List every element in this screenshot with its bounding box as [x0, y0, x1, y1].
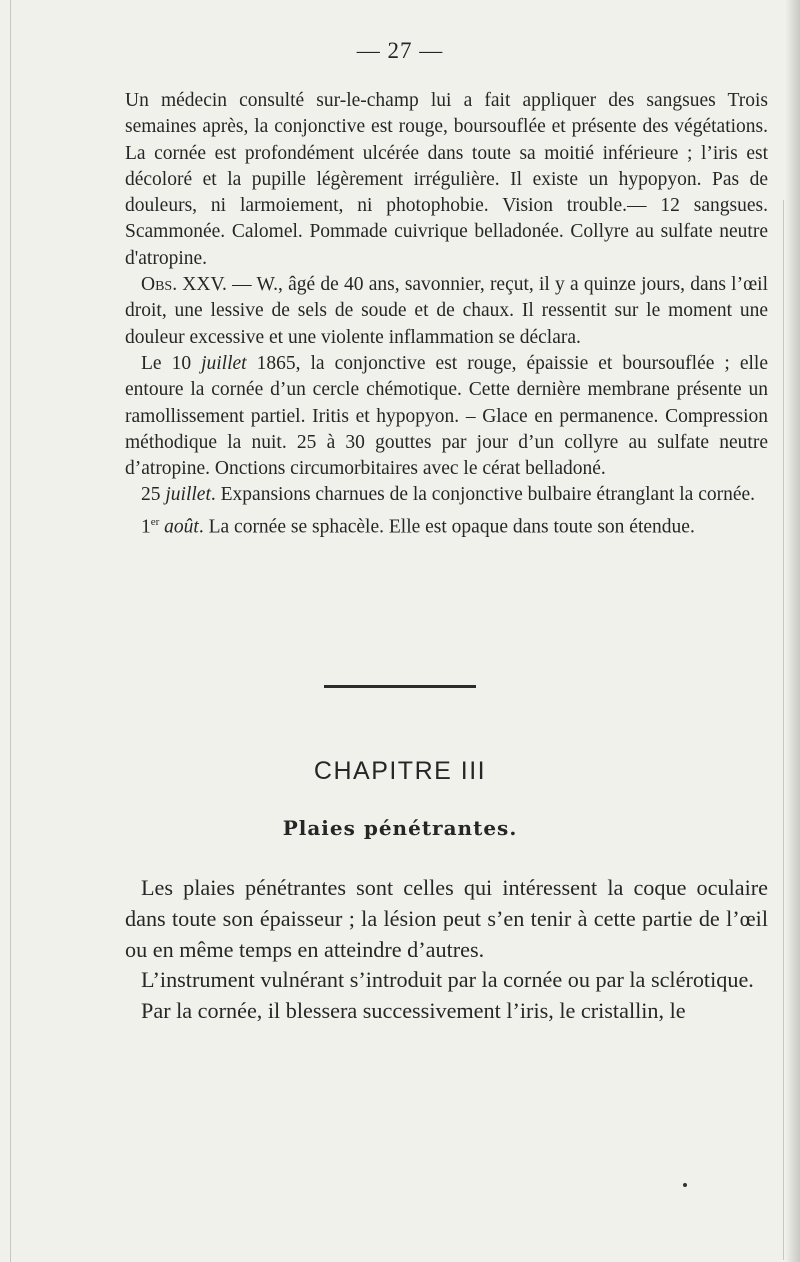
observation-text-block	[125, 88, 768, 541]
entry-text: 1865, la conjonctive est rouge, épaissie et boursouflée ; elle entoure la cornée d’un cercle chémotique. Cette dernière membrane présente un ramollissement partiel. Iritis et hypopyon. – Glace en permanence. Compression méthodique la nuit. 25 à 30 gouttes par jour d’un collyre au sulfate neutre d’atropine. Onctions circumorbitaires avec le cérat belladoné.	[125, 352, 768, 480]
section-separator-rule	[324, 685, 476, 688]
entry-date-day: 1	[141, 516, 151, 538]
paragraph-treatment: Un médecin consulté sur-le-champ lui a fait appliquer des sangsues Trois semaines après, la conjonctive est rouge, boursouflée et présente des végétations. La cornée est profondément ulcérée dans toute sa moitié inférieure ; l’iris est décoloré et la pupille légèrement irrégulière. Il existe un hypopyon. Pas de douleurs, ni larmoiement, ni photophobie. Vision trouble.— 12 sangsues. Scammonée. Calomel. Pommade cuivrique belladonée. Collyre au sulfate neutre d'atropine.	[125, 90, 768, 269]
paragraph-instrument: L’instrument vulnérant s’introduit par la cornée ou par la sclérotique.	[141, 967, 754, 993]
page-binding-shadow	[786, 0, 800, 1262]
chapter-title: CHAPITRE III	[313, 757, 487, 785]
entry-date-month: août	[164, 516, 199, 538]
observation-label: Obs. XXV.	[141, 274, 227, 296]
paragraph-cornea: Par la cornée, il blessera successivement l’iris, le cristallin, le	[141, 998, 686, 1024]
entry-text: . Expansions charnues de la conjonctive bulbaire étranglant la cornée.	[210, 484, 756, 506]
scan-left-margin-line	[10, 0, 11, 1262]
ink-speck	[683, 1183, 687, 1187]
paragraph-entry-10-juillet	[125, 351, 768, 482]
entry-date-month: juillet	[201, 352, 247, 374]
entry-prefix: Le	[141, 352, 172, 374]
paragraph-entry-1er-aout	[125, 509, 768, 541]
entry-date-day: 25	[141, 484, 161, 506]
page-number: — 27 —	[356, 38, 444, 63]
entry-text: . La cornée se sphacèle. Elle est opaque dans toute son étendue.	[198, 516, 695, 538]
chapter-text-block	[125, 873, 768, 1027]
paragraph-observation-xxv	[125, 272, 768, 351]
observation-text: — W., âgé de 40 ans, savonnier, reçut, il y a quinze jours, dans l’œil droit, une lessive de sels de soude et de chaux. Il ressentit sur le moment une douleur excessive et une violente inflammation se déclara.	[125, 274, 768, 348]
section-title: Plaies pénétrantes.	[282, 816, 518, 840]
scan-edge-line	[783, 200, 784, 1260]
entry-date-month: juillet	[165, 484, 211, 506]
entry-date-day: 10	[171, 352, 192, 374]
paragraph-definition: Les plaies pénétrantes sont celles qui intéressent la coque oculaire dans toute son épaisseur ; la lésion peut s’en tenir à cette partie de l’œil ou en même temps en atteindre d’autres.	[125, 875, 768, 962]
entry-date-superscript: er	[150, 515, 160, 528]
paragraph-entry-25-juillet	[125, 482, 768, 508]
